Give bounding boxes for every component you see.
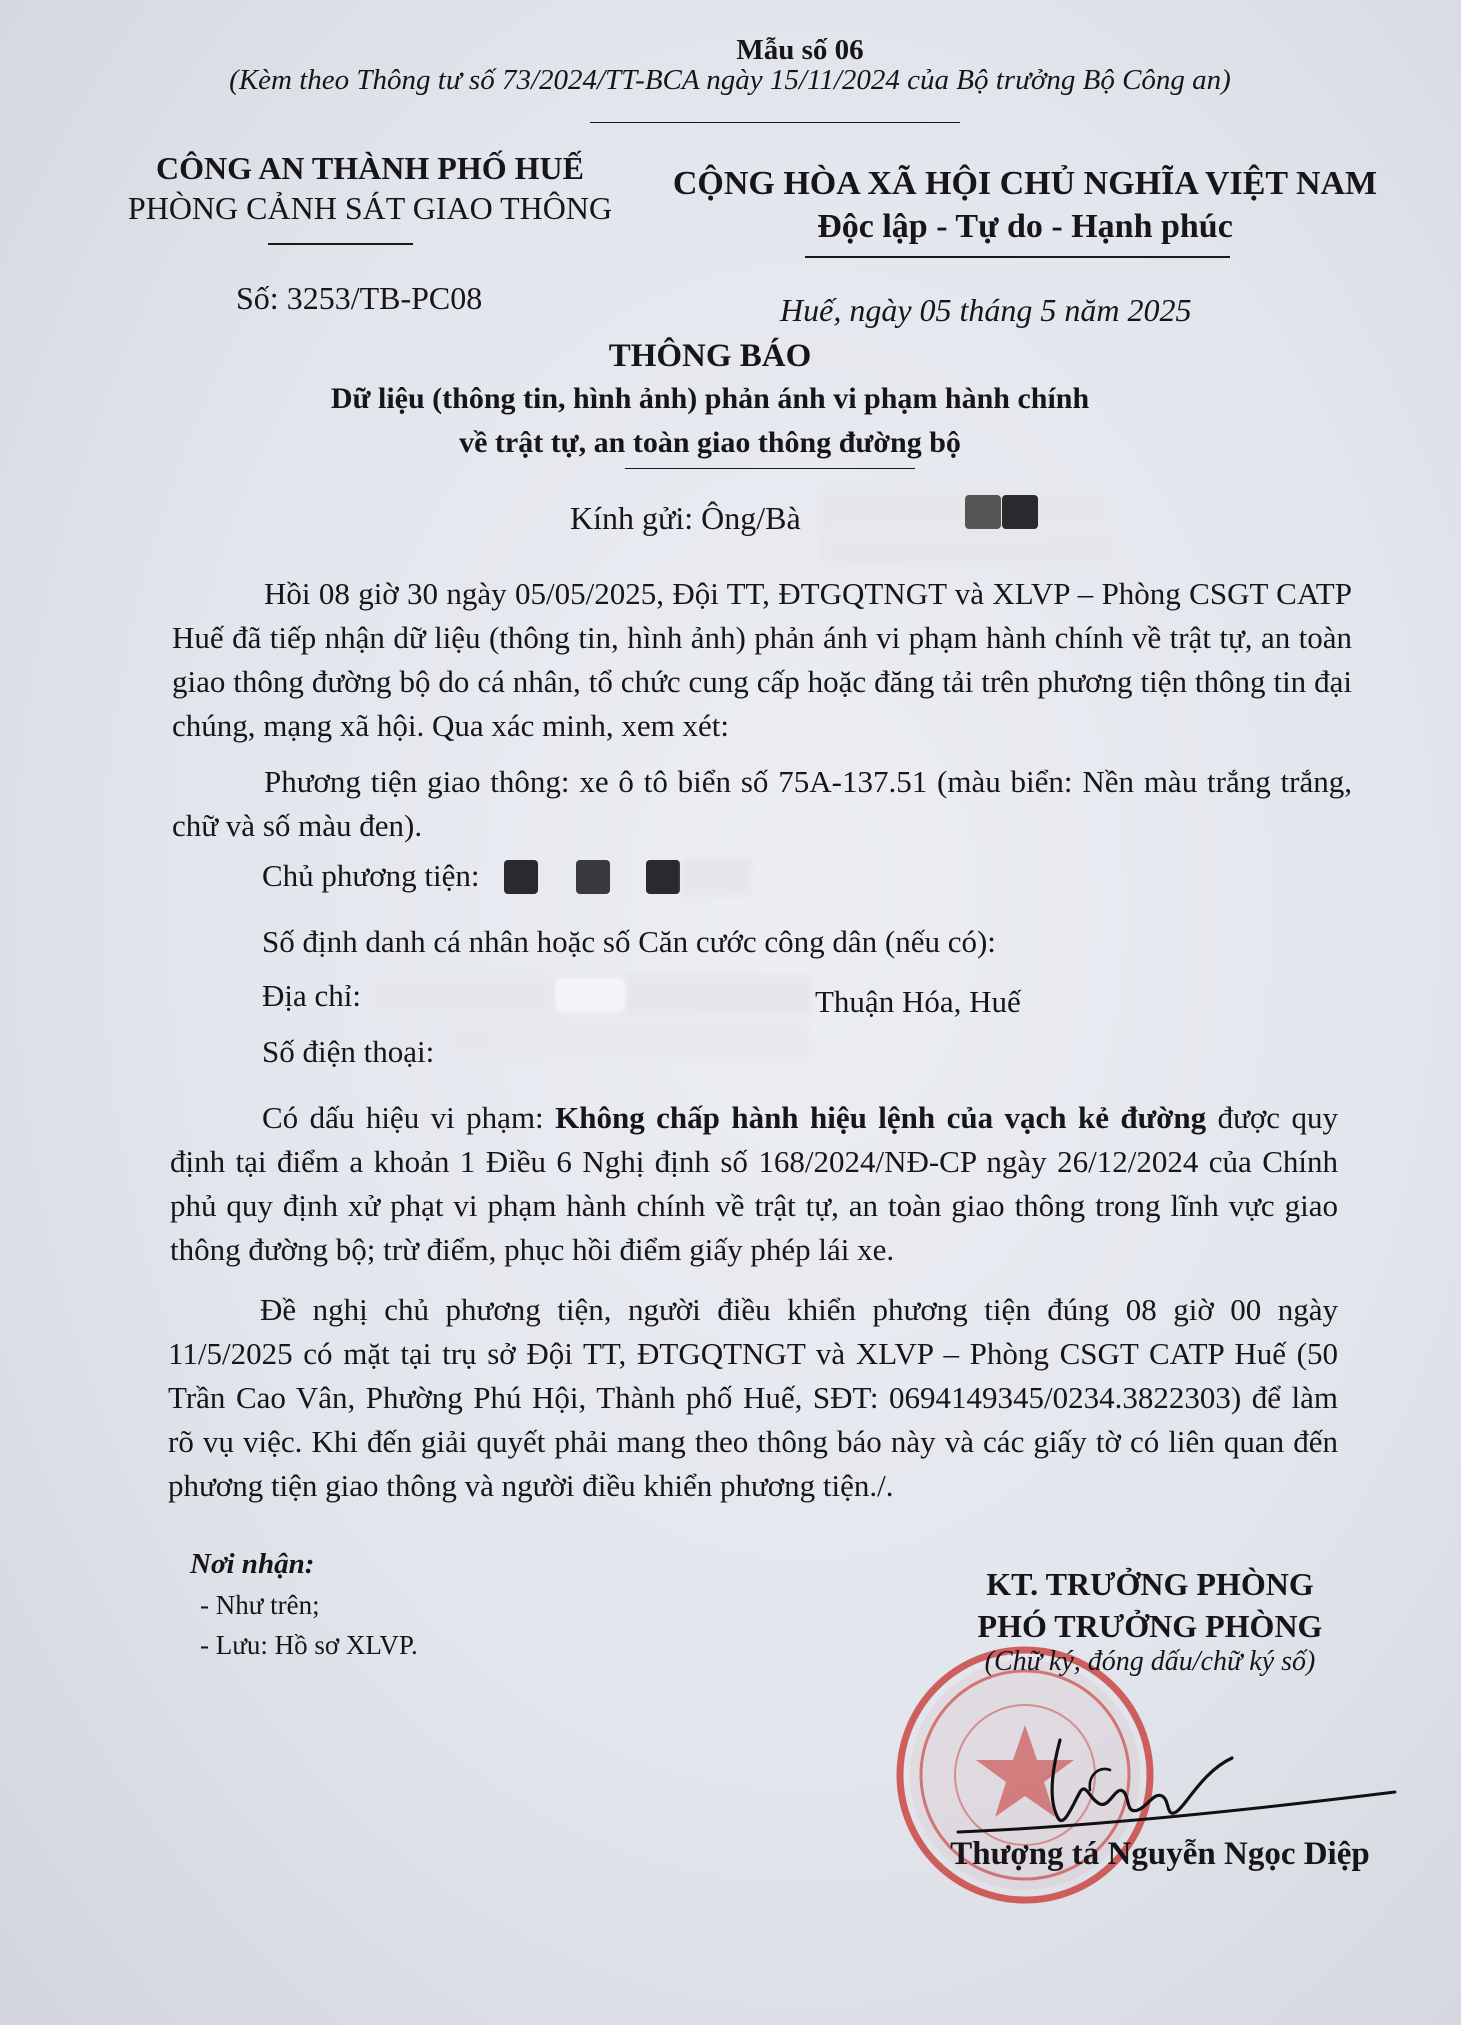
violation-name: Không chấp hành hiệu lệnh của vạch kẻ đường <box>555 1100 1207 1135</box>
form-reference-underline <box>590 122 960 123</box>
vehicle-paragraph: Phương tiện giao thông: xe ô tô biển số 75A-137.51 (màu biển: Nền màu trắng trắng, chữ và số màu đen). <box>172 764 1352 843</box>
subject-underline <box>625 468 915 469</box>
redacted-phone <box>450 1022 810 1058</box>
document-number: Số: 3253/TB-PC08 <box>236 280 483 316</box>
recipient-item: - Lưu: Hồ sơ XLVP. <box>200 1630 418 1660</box>
recipient-item: - Như trên; <box>200 1590 320 1620</box>
recipients-title: Nơi nhận: <box>190 1548 315 1580</box>
address-district: Thuận Hóa, Huế <box>815 984 1021 1019</box>
id-number-label: Số định danh cá nhân hoặc số Căn cước công dân (nếu có): <box>262 924 996 959</box>
violation-prefix: Có dấu hiệu vi phạm: <box>262 1100 556 1135</box>
request-paragraph: Đề nghị chủ phương tiện, người điều khiển phương tiện đúng 08 giờ 00 ngày 11/5/2025 có mặt tại trụ sở Đội TT, ĐTGQTNGT và XLVP – Phòng CSGT CATP Huế (50 Trần Cao Vân, Phường Phú Hội, Thành phố Huế, SĐT: 0694149345/0234.3822303) để làm rõ vụ việc. Khi đến giải quyết phải mang theo thông báo này và các giấy tờ có liên quan đến phương tiện giao thông và người điều khiển phương tiện./. <box>168 1292 1338 1503</box>
signer-authority: KT. TRƯỞNG PHÒNG <box>986 1566 1314 1602</box>
national-title: CỘNG HÒA XÃ HỘI CHỦ NGHĨA VIỆT NAM <box>672 165 1378 202</box>
redaction-block <box>646 860 680 894</box>
motto-underline <box>805 256 1230 258</box>
violation-paragraph <box>170 1096 1338 1272</box>
intro-paragraph: Hồi 08 giờ 30 ngày 05/05/2025, Đội TT, ĐTGQTNGT và XLVP – Phòng CSGT CATP Huế đã tiếp nhận dữ liệu (thông tin, hình ảnh) phản ánh vi phạm hành chính về trật tự, an toàn giao thông đường bộ do cá nhân, tổ chức cung cấp hoặc đăng tải trên phương tiện thông tin đại chúng, mạng xã hội. Qua xác minh, xem xét: <box>172 576 1352 743</box>
agency-underline <box>268 243 413 245</box>
document-subject-line1: Dữ liệu (thông tin, hình ảnh) phản ánh vi phạm hành chính <box>330 382 1090 415</box>
national-motto: Độc lập - Tự do - Hạnh phúc <box>817 208 1233 245</box>
owner-label: Chủ phương tiện: <box>262 858 480 893</box>
signer-title: PHÓ TRƯỞNG PHÒNG <box>977 1608 1323 1644</box>
document-type: THÔNG BÁO <box>608 338 812 374</box>
phone-label: Số điện thoại: <box>262 1034 435 1069</box>
address-label: Địa chỉ: <box>262 978 361 1013</box>
redacted-recipient-name <box>820 532 1120 566</box>
redaction-block <box>965 495 1001 529</box>
redaction-block <box>504 860 538 894</box>
violation-legal-basis: được quy định tại điểm a khoản 1 Điều 6 Nghị định số 168/2024/NĐ-CP ngày 26/12/2024 của Chính phủ quy định xử phạt vi phạm hành chính về trật tự, an toàn giao thông trong lĩnh vực giao thông đường bộ; trừ điểm, phục hồi điểm giấy phép lái xe. <box>170 1100 1338 1267</box>
redacted-address <box>555 978 625 1012</box>
signer-name: Thượng tá Nguyễn Ngọc Diệp <box>950 1836 1370 1872</box>
agency-name: CÔNG AN THÀNH PHỐ HUẾ <box>156 150 584 186</box>
form-reference: (Kèm theo Thông tư số 73/2024/TT-BCA ngày 15/11/2024 của Bộ trưởng Bộ Công an) <box>229 64 1231 96</box>
issue-date: Huế, ngày 05 tháng 5 năm 2025 <box>780 292 1192 328</box>
redacted-owner-name <box>682 858 752 896</box>
form-number: Mẫu số 06 <box>736 34 864 66</box>
redaction-block <box>1002 495 1038 529</box>
document-subject-line2: về trật tự, an toàn giao thông đường bộ <box>459 426 961 459</box>
redaction-block <box>576 860 610 894</box>
agency-department: PHÒNG CẢNH SÁT GIAO THÔNG <box>127 190 613 226</box>
signature-note: (Chữ ký, đóng dấu/chữ ký số) <box>984 1646 1316 1677</box>
salutation: Kính gửi: Ông/Bà <box>570 500 801 536</box>
